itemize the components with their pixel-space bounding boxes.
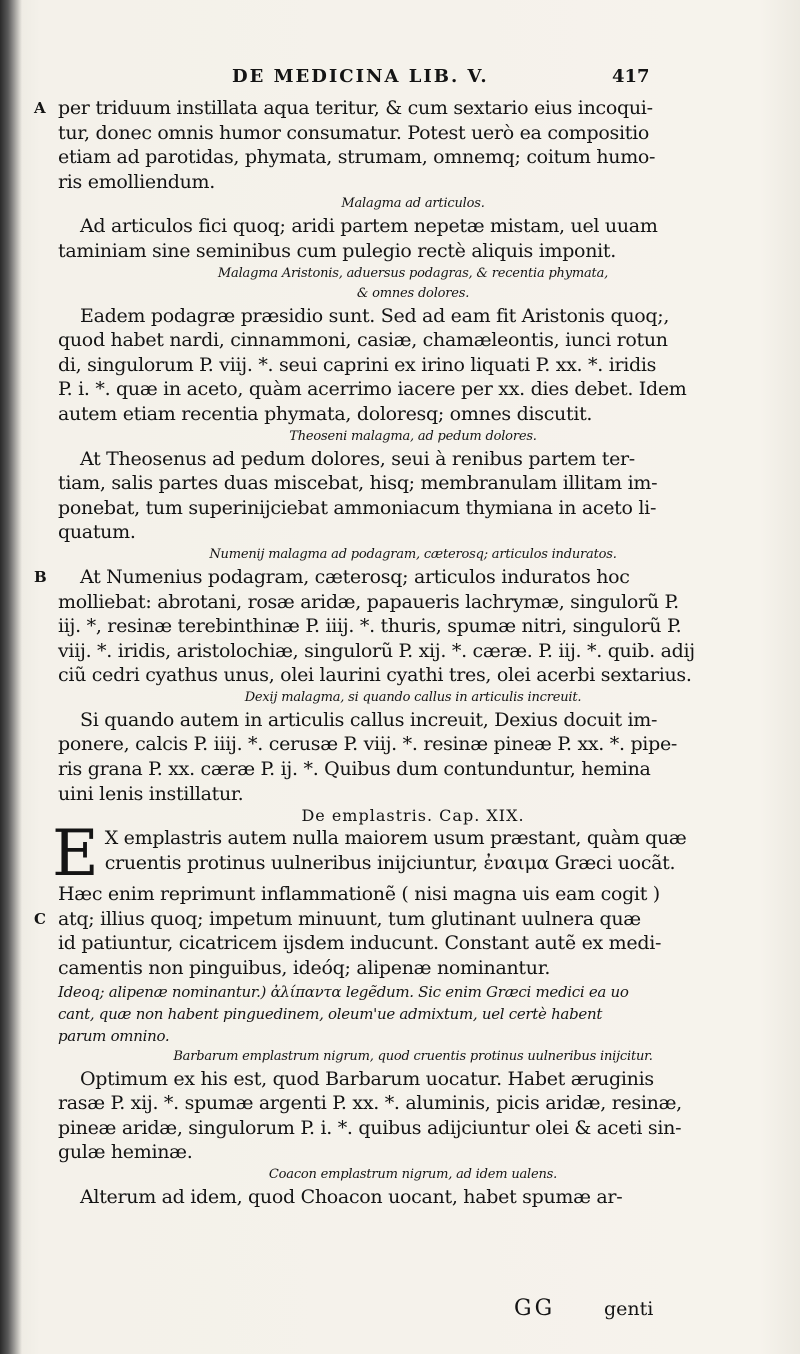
catchword: genti [604,1298,654,1320]
text-line [58,757,768,782]
section-caption: & omnes dolores. [356,285,470,301]
line-text: gulæ heminæ. [58,1141,193,1164]
text-line [58,145,768,170]
annotation-note: parum omnino. [58,1026,170,1045]
text-line [58,732,768,757]
text-line [58,956,768,981]
section-caption: Theoseni malagma, ad pedum dolores. [289,428,537,444]
line-text: iij. *, resinæ terebinthinæ P. iiij. *. thuris, spumæ nitri, singulorũ P. [58,615,682,638]
line-text: di, singulorum P. viij. *. seui caprini ex irino liquati P. xx. *. iridis [58,353,657,376]
drop-capital: E [52,817,99,892]
text-line [34,565,768,590]
text-line [58,663,768,688]
line-text: tiam, salis partes duas miscebat, hisq; membranulam illitam im- [58,472,658,495]
line-text: autem etiam recentia phymata, doloresq; omnes discutit. [58,402,593,425]
text-line [58,520,768,545]
text-line [58,328,768,353]
text-line [58,614,768,639]
line-text: per triduum instillata aqua teritur, & cum sextario eius incoqui- [58,97,653,119]
text-line [58,239,768,264]
text-line [58,304,768,329]
text-line: cruentis protinus uulneribus inijciuntur, ἐναιμα Græci uocãt. [104,851,676,874]
dropcap-paragraph [52,817,768,892]
page-footer [0,1296,800,1326]
section-caption: Numenij malagma ad podagram, cæterosq; articulos induratos. [209,546,617,562]
text-line [34,907,768,932]
margin-marker: A [34,99,46,117]
text-line [58,121,768,146]
text-line [58,1140,768,1165]
section-caption: Barbarum emplastrum nigrum, quod cruentis protinus uulneribus inijcitur. [173,1048,653,1064]
line-text: quod habet nardi, cinnammoni, casiæ, chamæleontis, iunci rotun [58,329,668,352]
text-line [58,931,768,956]
text-line [58,402,768,427]
line-text: ris grana P. xx. cæræ P. ij. *. Quibus dum contunduntur, hemina [58,758,651,781]
line-text: id patiuntur, cicatricem ijsdem inducunt. Constant autẽ ex medi- [58,932,662,955]
line-text: ponebat, tum superinijciebat ammoniacum thymiana in aceto li- [58,496,657,519]
line-text: ciũ cedri cyathus unus, olei laurini cyathi tres, olei acerbi sextarius. [58,664,692,687]
text-line [58,471,768,496]
text-line [58,1067,768,1092]
text-line [58,782,768,807]
text-line [58,353,768,378]
chapter-heading: De emplastris. Cap. XIX. [301,806,525,826]
line-text: At Numenius podagram, cæterosq; articulos induratos hoc [80,565,630,588]
line-text: atq; illius quoq; impetum minuunt, tum glutinant uulnera quæ [58,907,641,930]
text-line [58,447,768,472]
line-text: At Theosenus ad pedum dolores, seui à renibus partem ter- [80,447,635,470]
line-text: Ad articulos fici quoq; aridi partem nepetæ mistam, uel uuam [80,215,658,238]
line-text: taminiam sine seminibus cum pulegio rectè aliquis imponit. [58,239,616,262]
line-text: molliebat: abrotani, rosæ aridæ, papaueris lachrymæ, singulorũ P. [58,590,679,613]
text-line [58,214,768,239]
line-text: rasæ P. xij. *. spumæ argenti P. xx. *. aluminis, picis aridæ, resinæ, [58,1092,682,1115]
text-body [34,96,768,1210]
text-line [58,1091,768,1116]
annotation-note: Ideoq; alipenæ nominantur.) ἀλίπαντα legẽdum. Sic enim Græci medici ea uo [58,982,629,1001]
line-text: Eadem podagræ præsidio sunt. Sed ad eam fit Aristonis quoq;, [80,304,670,327]
margin-marker: B [34,567,47,586]
text-line [58,882,768,907]
line-text: etiam ad parotidas, phymata, strumam, omnemq; coitum humo- [58,146,656,169]
text-line [58,1185,768,1210]
line-text: Si quando autem in articulis callus increuit, Dexius docuit im- [80,708,658,731]
section-caption: Dexij malagma, si quando callus in articulis increuit. [244,689,582,705]
line-text: P. i. *. quæ in aceto, quàm acerrimo iacere per xx. dies debet. Idem [58,378,687,401]
line-text: Hæc enim reprimunt inflammationẽ ( nisi magna uis eam cogit ) [58,883,660,906]
annotation-note: cant, quæ non habent pinguedinem, oleum'ue admixtum, uel certè habent [58,1004,603,1023]
text-line [58,496,768,521]
text-line [58,708,768,733]
section-caption: Malagma Aristonis, aduersus podagras, & recentia phymata, [217,265,609,281]
text-line [58,590,768,615]
text-line [58,639,768,664]
line-text: pineæ aridæ, singulorum P. i. *. quibus adijciuntur olei & aceti sin- [58,1116,682,1139]
line-text: uini lenis instillatur. [58,782,244,805]
text-line [58,377,768,402]
page-header [0,66,800,96]
line-text: ris emolliendum. [58,170,216,193]
margin-marker: C [34,909,46,928]
line-text: ponere, calcis P. iiij. *. cerusæ P. viij. *. resinæ pineæ P. xx. *. pipe- [58,733,678,756]
text-line [58,1116,768,1141]
line-text: Alterum ad idem, quod Choacon uocant, habet spumæ ar- [80,1186,623,1208]
book-spine-shadow [0,0,22,1354]
text-line [34,96,768,121]
line-text: tur, donec omnis humor consumatur. Potest uerò ea compositio [58,121,650,144]
line-text: camentis non pinguibus, ideóq; alipenæ nominantur. [58,957,551,980]
line-text: viij. *. iridis, aristolochiæ, singulorũ P. xij. *. cæræ. P. iij. *. quib. adij [58,639,695,662]
section-caption: Coacon emplastrum nigrum, ad idem ualens. [268,1167,558,1182]
page-number: 417 [612,66,650,87]
line-text: Optimum ex his est, quod Barbarum uocatur. Habet æruginis [80,1067,654,1090]
text-line [58,170,768,195]
section-caption: Malagma ad articulos. [341,196,485,212]
running-title: DE MEDICINA LIB. V. [232,66,489,87]
line-text: quatum. [58,521,136,544]
signature-mark: GG [514,1296,556,1321]
text-line: X emplastris autem nulla maiorem usum præstant, quàm quæ [104,827,687,850]
